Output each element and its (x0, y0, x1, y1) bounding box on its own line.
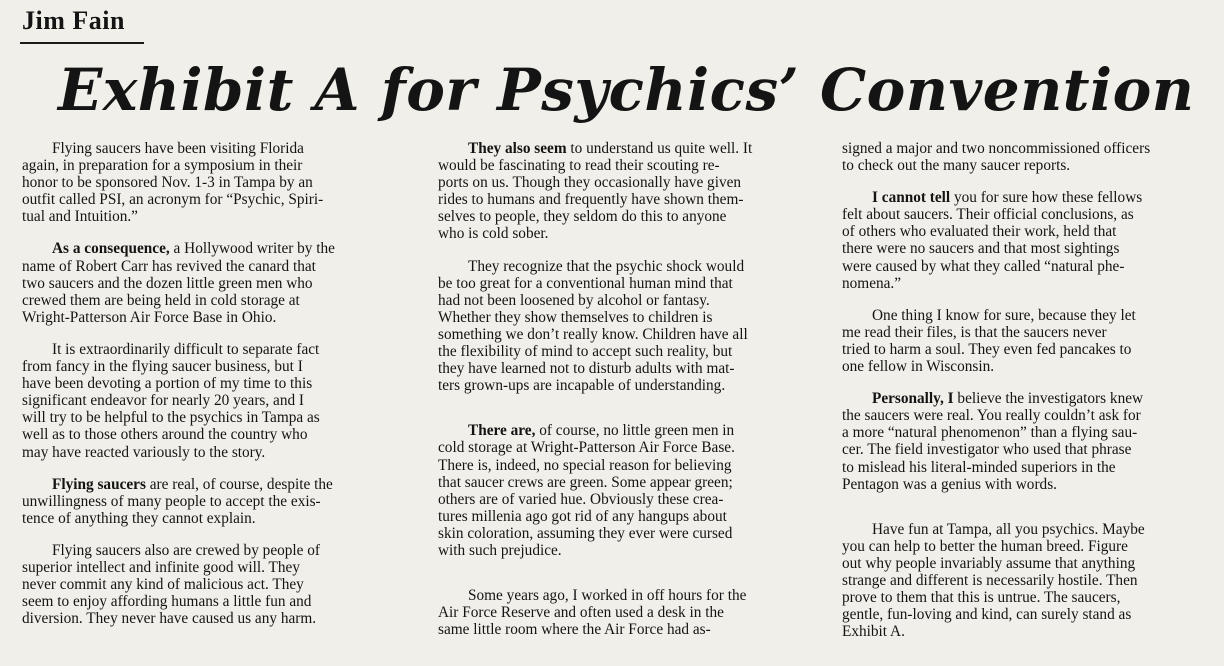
paragraph-text: are real, of course, despite the unwillingness of many people to accept the exis- tence of anything they cannot explain. (22, 475, 333, 527)
byline: Jim Fain (22, 6, 125, 35)
paragraph (22, 476, 390, 527)
paragraph (22, 240, 390, 325)
paragraph (842, 140, 1210, 174)
headline: Exhibit A for Psychics’ Convention (58, 56, 1195, 124)
paragraph (22, 542, 390, 627)
paragraph (842, 307, 1210, 375)
paragraph-text: One thing I know for sure, because they let me read their files, is that the saucers never tried to harm a soul. They even fed pancakes to one fellow in Wisconsin. (842, 306, 1136, 376)
article-column-2 (438, 140, 802, 653)
paragraph-text: It is extraordinarily difficult to separate fact from fancy in the flying saucer business, but I have been devoting a portion of my time to this significant endeavor for nearly 20 years, and I will try to be helpful to the psychics in Tampa as well as to those others around the country who may have reacted variously to the story. (22, 340, 320, 461)
paragraph-lead: Personally, I (872, 390, 954, 408)
paragraph-text: signed a major and two noncommissioned officers to check out the many saucer reports. (842, 140, 1151, 175)
paragraph (22, 140, 390, 225)
paragraph (438, 422, 802, 559)
paragraph-lead: Flying saucers (52, 475, 146, 493)
paragraph-text: a Hollywood writer by the name of Robert Carr has revived the canard that two saucers and the dozen little green men who crewed them are being held in cold storage at Wright-Patterson Air Force Base in Ohio. (22, 240, 335, 326)
paragraph (842, 390, 1210, 493)
paragraph (438, 258, 802, 395)
paragraph-text: Some years ago, I worked in off hours for the Air Force Reserve and often used a desk in the same little room where the Air Force had as- (438, 587, 747, 639)
paragraph (438, 587, 802, 638)
article-column-1 (22, 140, 390, 642)
paragraph-lead: There are, (468, 422, 536, 440)
paragraph-text: to understand us quite well. It would be fascinating to read their scouting re- ports on us. Though they occasionally have given rides to humans and frequently have shown them- selves to people, they seldom do this to anyone who is cold sober. (438, 140, 753, 243)
paragraph-text: of course, no little green men in cold storage at Wright-Patterson Air Force Base. There is, indeed, no special reason for believing that saucer crews are green. Some appear green; others are of varied hue. Obviously these crea- tures millenia ago got rid of any hangups about skin coloration, assuming they ever were cursed with such prejudice. (438, 422, 735, 559)
paragraph (438, 140, 802, 243)
paragraph (842, 189, 1210, 292)
article-column-3 (842, 140, 1210, 655)
byline-rule (20, 42, 144, 44)
paragraph (842, 521, 1210, 641)
paragraph (22, 341, 390, 461)
paragraph-text: Have fun at Tampa, all you psychics. Maybe you can help to better the human breed. Figure out why people invariably assume that anything strange and different is necessarily hostile. Then prove to them that this is untrue. The saucers, gentle, fun-loving and kind, can surely stand as Exhibit A. (842, 520, 1145, 641)
paragraph-text: you for sure how these fellows felt about saucers. Their official conclusions, as of others who evaluated their work, held that there were no saucers and that most sightings were caused by what they called “natural phe- nomena.” (842, 189, 1143, 292)
paragraph-text: They recognize that the psychic shock would be too great for a conventional human mind that had not been loosened by alcohol or fantasy. Whether they show themselves to children is something we don’t really know. Children have all the flexibility of mind to accept such reality, but they have learned not to disturb adults with mat- ters grown-ups are incapable of understanding. (438, 257, 748, 395)
paragraph-lead: As a consequence, (52, 240, 170, 258)
paragraph-lead: They also seem (468, 140, 567, 157)
paragraph-lead: I cannot tell (872, 189, 951, 207)
paragraph-text: believe the investigators knew the saucers were real. You really couldn’t ask for a more “natural phenomenon” than a flying sau- cer. The field investigator who used that phrase to mislead his literal-minded superiors in the Pentagon was a genius with words. (842, 390, 1144, 493)
paragraph-text: Flying saucers also are crewed by people of superior intellect and infinite good will. They never commit any kind of malicious act. They seem to enjoy affording humans a little fun and diversion. They never have caused us any harm. (22, 541, 321, 628)
paragraph-text: Flying saucers have been visiting Florida again, in preparation for a symposium in their honor to be sponsored Nov. 1-3 in Tampa by an outfit called PSI, an acronym for “Psychic, Spiri- tual and Intuition.” (22, 140, 324, 226)
